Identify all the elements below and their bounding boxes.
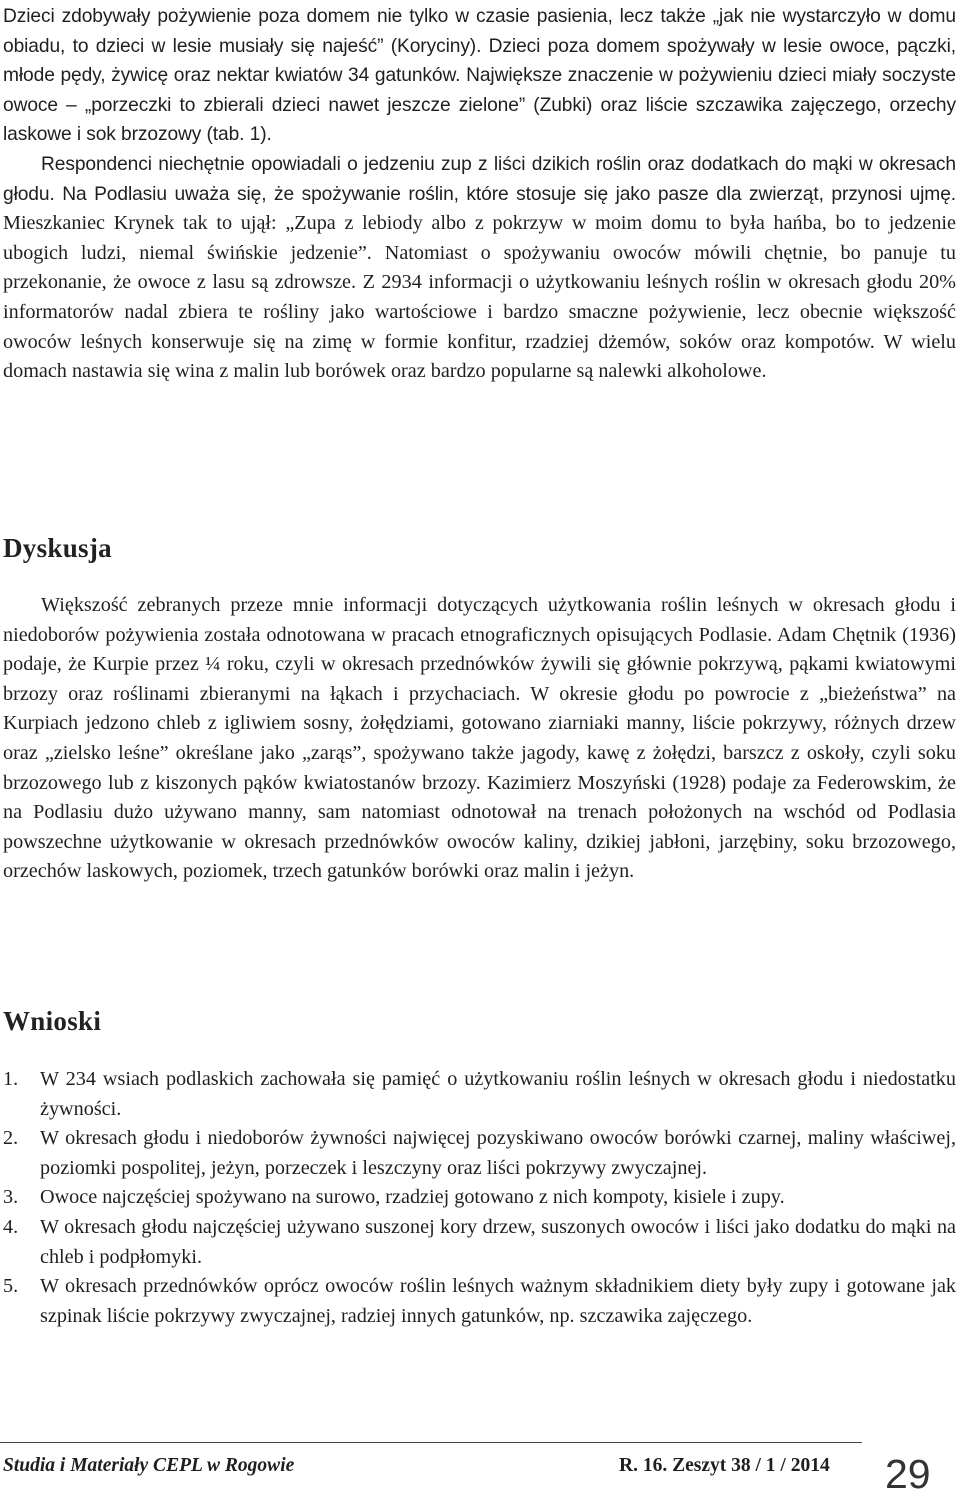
footer-issue: R. 16. Zeszyt 38 / 1 / 2014 <box>619 1455 830 1476</box>
conclusion-item <box>3 1183 956 1213</box>
discussion-paragraph: Większość zebranych przeze mnie informacji dotyczących użytkowania roślin leśnych w okresach głodu i niedoborów pożywienia została odnotowana w pracach etnograficznych opisujących Podlasie. Adam Chętnik (1936) podaje, że Kurpie przez ¼ roku, czyli w okresach przednówków żywili się głównie pokrzywą, pąkami kwiatowymi brzozy oraz roślinami zbieranymi na łąkach i przychaciach. W okresie głodu po powrocie z „bieżeństwa” na Kurpiach jedzono chleb z igliwiem sosny, żołędziami, gotowano ziarniaki manny, liście pokrzywy, różnych drzew oraz „zielsko leśne” określane jako „zarąs”, spożywano także jagody, kawę z żołędzi, barszcz z oskoły, czyli soku brzozowego lub z kiszonych pąków kwiatostanów brzozy. Kazimierz Moszyński (1928) podaje za Federowskim, że na Podlasiu dużo używano manny, sam natomiast odnotował na trenach położonych na wschód od Podlasia powszechne użytkowanie w okresach przednówków owoców kaliny, dzikiej jabłoni, jarzębiny, soku brzozowego, orzechów laskowych, poziomek, trzech gatunków borówki oraz malin i jeżyn. <box>3 594 956 883</box>
conclusion-number: 5. <box>3 1275 19 1298</box>
page-number: 29 <box>885 1451 931 1497</box>
conclusion-item <box>3 1065 956 1124</box>
conclusion-item <box>3 1213 956 1272</box>
conclusion-number: 4. <box>3 1215 19 1238</box>
discussion-heading: Dyskusja <box>3 533 112 563</box>
conclusions-list <box>3 1065 956 1331</box>
conclusion-item <box>3 1272 956 1331</box>
intro-paragraph-2-part-a: Respondenci niechętnie opowiadali o jedzeniu zup z liści dzikich roślin oraz dodatkach do mąki w okresach głodu. Na Podlasiu uważa się, że spożywanie roślin, które stosuje się jako pasze dla zwierząt, przynosi ujmę. <box>3 153 956 205</box>
conclusion-text: Owoce najczęściej spożywano na surowo, rzadziej gotowano z nich kompoty, kisiele i zupy. <box>40 1186 785 1209</box>
conclusion-text: W okresach głodu najczęściej używano suszonej kory drzew, suszonych owoców i liści jako dodatku do mąki na chleb i podpłomyki. <box>40 1215 956 1268</box>
intro-paragraph-2-part-b: Mieszkaniec Krynek tak to ujął: „Zupa z lebiody albo z pokrzyw w moim domu to była hańba, bo to jedzenie ubogich ludzi, niemal świńskie jedzenie”. Natomiast o spożywaniu owoców mówili chętnie, bo panuje tu przekonanie, że owoce z lasu są zdrowsze. Z 2934 informacji o użytkowaniu leśnych roślin w okresach głodu 20% informatorów nadal zbiera te rośliny jako wartościowe i bardzo smaczne pożywienie, lecz obecnie większość owoców leśnych konserwuje się na zimę w formie konfitur, rzadziej dżemów, soków oraz kompotów. W wielu domach nastawia się wina z malin lub borówek oraz bardzo popularne są nalewki alkoholowe. <box>3 212 956 383</box>
conclusion-number: 1. <box>3 1068 19 1090</box>
conclusions-heading: Wnioski <box>3 1006 102 1036</box>
intro-paragraph-2 <box>3 150 956 387</box>
discussion-section <box>3 591 956 887</box>
conclusion-item <box>3 1124 956 1183</box>
footer-divider <box>0 1442 862 1443</box>
conclusion-number: 3. <box>3 1186 19 1209</box>
conclusion-text: W okresach głodu i niedoborów żywności najwięcej pozyskiwano owoców borówki czarnej, maliny właściwej, poziomki pospolitej, jeżyn, porzeczek i leszczyny oraz liści pokrzywy zwyczajnej. <box>40 1127 956 1179</box>
conclusion-text: W okresach przednówków oprócz owoców roślin leśnych ważnym składnikiem diety były zupy i gotowane jak szpinak liście pokrzywy zwyczajnej, radziej innych gatunków, np. szczawika zajęczego. <box>40 1275 956 1327</box>
conclusion-text: W 234 wsiach podlaskich zachowała się pamięć o użytkowaniu roślin leśnych w okresach głodu i niedostatku żywności. <box>40 1068 956 1120</box>
conclusion-number: 2. <box>3 1127 19 1150</box>
intro-paragraph-1: Dzieci zdobywały pożywienie poza domem nie tylko w czasie pasienia, lecz także „jak nie wystarczyło w domu obiadu, to dzieci w lesie musiały się najeść” (Koryciny). Dzieci poza domem spożywały w lesie owoce, pączki, młode pędy, żywicę oraz nektar kwiatów 34 gatunków. Największe znaczenie w pożywieniu dzieci miały soczyste owoce – „porzeczki to zbierali dzieci nawet jeszcze zielone” (Zubki) oraz liście szczawika zajęczego, orzechy laskowe i sok brzozowy (tab. 1). <box>3 6 956 146</box>
intro-section <box>3 2 956 387</box>
footer-journal-title: Studia i Materiały CEPL w Rogowie <box>3 1455 295 1476</box>
